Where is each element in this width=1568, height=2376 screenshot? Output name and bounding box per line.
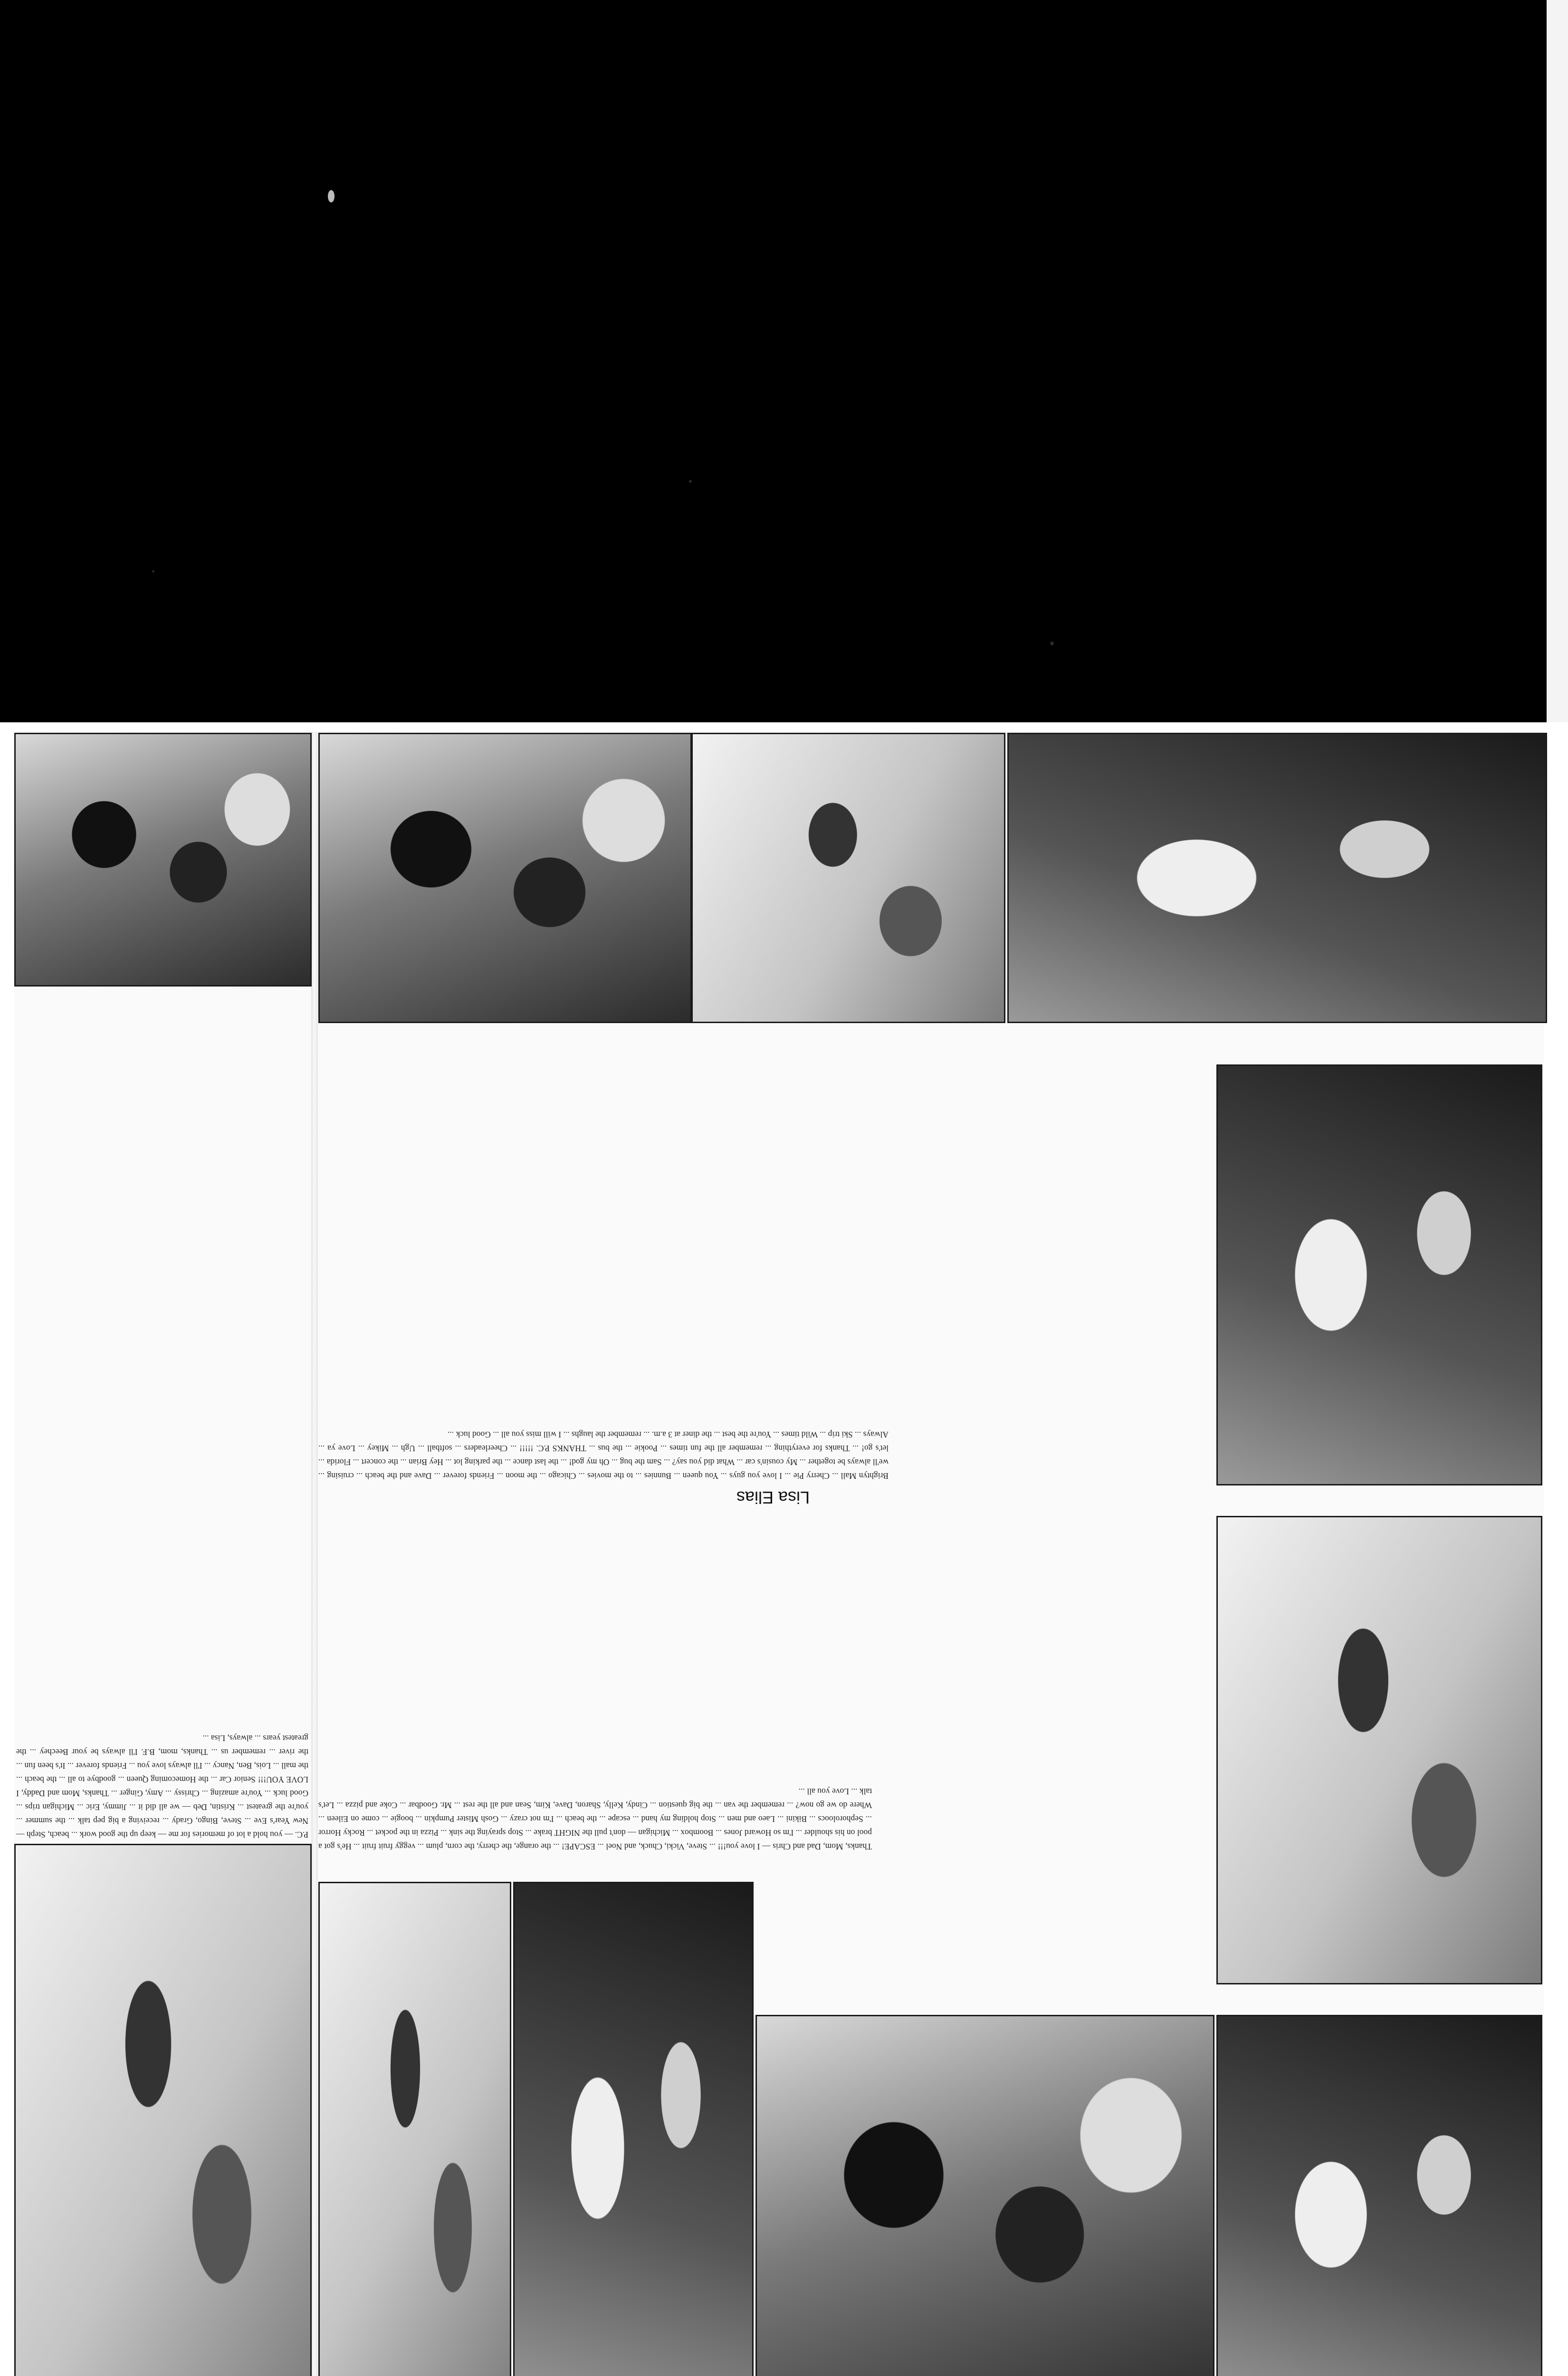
dust-speck	[152, 570, 154, 573]
dust-speck	[689, 480, 692, 483]
photo-bottom-right-center	[755, 2015, 1214, 2376]
photo-top-center	[691, 733, 1005, 1023]
yearbook-spread	[14, 732, 1544, 2376]
dust-speck	[1050, 642, 1054, 645]
text-column-center-right: Thanks, Mom, Dad and Chris — I love you!!! ... Steve, Vicki, Chuck, and Noel ... ESCAPE! ... the orange, the cherry, the corn, plum ... veggy fruit fruit ... He's got a pool on his shoulder ... I'm so Howard Jones ... Boombox ... Michigan — don't pull the NIGHT brake ... Stop spraying the sink ... Pizza in the pocket ... Rocky Horror ... Sephoroloocs ... Bikini ... Laeo and men ... Stop holding my hand ... escape ... the beach ... I'm not crazy ... Gosh Mister Pumpkin ... boogie ... come on Eileen ... Where do we go now? ... remember the van ... the big question ... Cindy, Kelly, Sharon, Dave, Kim, Sean and all the rest ... Mr. Goodbar ... Coke and pizza ... Let's talk ... Love you all ...	[318, 1787, 872, 1851]
black-background-region	[0, 0, 1568, 722]
photo-bottom-left	[14, 1844, 312, 2376]
student-name-lisa-elias: Lisa Elias	[736, 1488, 810, 1507]
photo-top-center-left	[318, 733, 692, 1023]
photo-top-left	[14, 733, 312, 987]
photo-bottom-center-left	[318, 1882, 511, 2376]
dust-speck	[328, 190, 335, 202]
scan-page-edge	[1547, 0, 1568, 722]
photo-right-middle	[1216, 1516, 1542, 1984]
photo-top-right	[1007, 733, 1547, 1023]
photo-bottom-center	[513, 1882, 754, 2376]
text-column-left: P.C. — you hold a lot of memories for me — keep up the good work ... beach, Steph — New Year's Eve ... Steve, Bingo, Grady ... receiving a big pep talk ... the summer ... you're the greatest ... Kristin, Deb — we all did it ... Jimmy, Eric ... Michigan trips ... Good luck ... You're amazing ... Chrissy ... Amy, Ginger ... Thanks, Mom and Daddy, I LOVE YOU!!! Senior Car ... the Homecoming Queen ... goodbye to all ... the beach ... the mall ... Lois, Ben, Nancy ... I'll always love you ... Friends forever ... It's been fun ... the river ... remember us ... Thanks, mom, B.F. I'll always be your Beechey ... the greatest years ... always, Lisa ...	[16, 1734, 308, 1839]
photo-right-portrait	[1216, 1064, 1542, 1485]
photo-bottom-right	[1216, 2015, 1542, 2376]
text-column-center-left: Brightyn Mall ... Cherry Pie ... I love you guys ... You queen ... Bunnies ... to the movies ... Chicago ... the moon ... Friends forever ... Dave and the beach ... cruising ... we'll always be together ... My cousin's car ... What did you say? ... Sam the bug ... Oh my god! ... the last dance ... the parking lot ... Hey Brian ... the concert ... Florida ... let's go! ... Thanks for everything ... remember all the fun times ... Pookie ... the bus ... THANKS P.C. !!!!! ... Cheerleaders ... softball ... Ugh ... Mikey ... Love ya ... Always ... Ski trip ... Wild times ... You're the best ... the diner at 3 a.m. ... remember the laughs ... I will miss you all ... Good luck ...	[318, 1430, 889, 1481]
page-gutter	[311, 732, 318, 2376]
